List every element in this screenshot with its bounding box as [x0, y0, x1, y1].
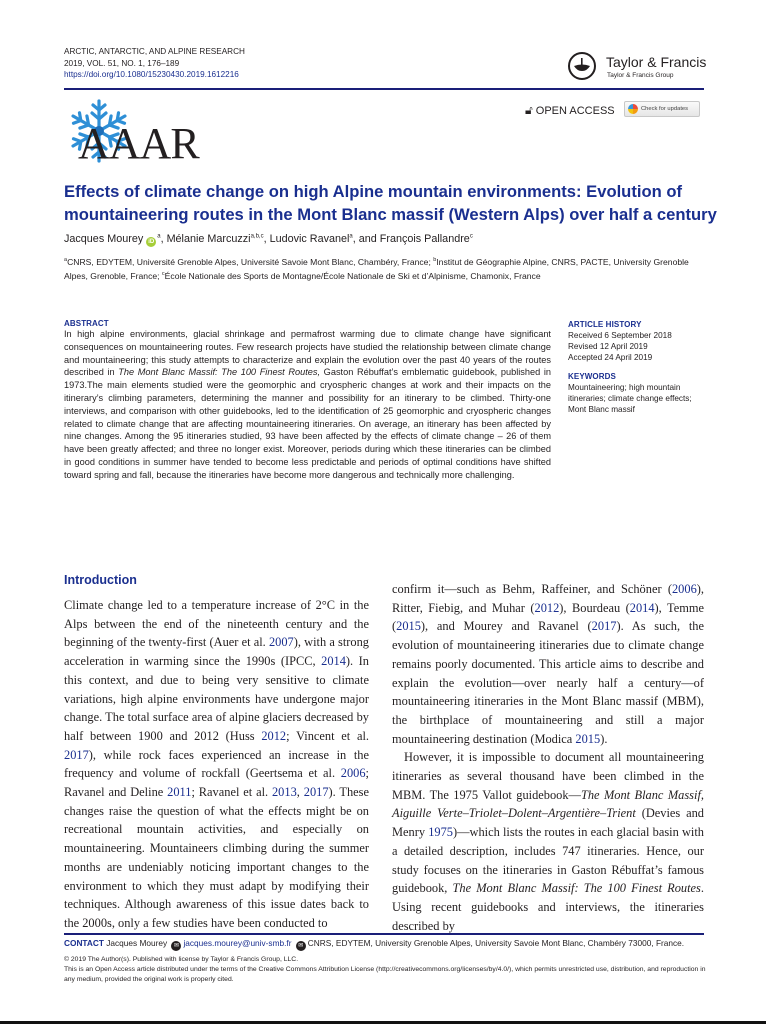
paragraph	[64, 596, 369, 933]
citation-link[interactable]: 2006	[340, 766, 366, 781]
article-info-sidebar	[568, 319, 708, 423]
text: ; Vincent et al.	[286, 728, 369, 743]
paragraph	[392, 748, 704, 935]
affiliation-c: École Nationale des Sports de Montagne/École Nationale de Ski et d’Alpinisme, Chamonix, France	[164, 271, 541, 282]
affil-sup: b	[433, 257, 437, 263]
citation-link[interactable]: 2015	[396, 619, 421, 634]
author-affil-sup: a	[349, 233, 353, 240]
body-column-right	[392, 580, 704, 935]
author-affil-sup: a,b,c	[250, 233, 264, 240]
author-affil-sup: a	[157, 233, 161, 240]
text: ; Ravanel et al.	[191, 785, 272, 800]
abstract-body	[64, 328, 551, 482]
text: )—which lists the routes in each glacial basin with a detailed description, includes 747 itineraries. Hence, our study focuses on the itineraries in Gaston Rébuffat’s famous guidebook,	[392, 825, 704, 896]
author-affil-sup: c	[469, 233, 473, 240]
affil-sup: a	[64, 257, 68, 263]
text: ,	[296, 785, 304, 800]
citation-link[interactable]: 2013	[271, 785, 297, 800]
text: ), and Mourey and Ravanel (	[420, 619, 592, 634]
affil-sup: c	[161, 271, 165, 278]
abstract-label: ABSTRACT	[64, 319, 109, 328]
orcid-icon[interactable]: iD	[148, 239, 155, 245]
text: (Devies and Menry	[392, 806, 704, 840]
paragraph	[392, 580, 704, 748]
license-url-link[interactable]: http://creativecommons.org/licenses/by/4.0/	[378, 966, 510, 973]
text: ), with a strong acceleration in warming since the 1990s (IPCC,	[64, 635, 369, 669]
author-name[interactable]: Jacques Mourey	[64, 233, 144, 245]
journal-name: ARCTIC, ANTARCTIC, AND ALPINE RESEARCH	[64, 47, 245, 56]
open-lock-icon: 🔓︎	[525, 103, 533, 117]
citation-link[interactable]: 2017	[591, 619, 617, 634]
abstract-book-title: The Mont Blanc Massif: The 100 Finest Routes,	[118, 367, 321, 378]
open-access-label: OPEN ACCESS	[535, 104, 615, 117]
keywords-text: Mountaineering; high mountain itineraries; climate change effects; Mont Blanc massif	[568, 383, 692, 414]
citation-link[interactable]: 2014	[629, 600, 655, 615]
introduction-heading: Introduction	[64, 573, 137, 587]
text: However, it is impossible to document all mountaineering itineraries as several thousand have been climbed in the MBM. The 1975 Vallot guidebook—	[392, 750, 704, 802]
text: confirm it—such as Behm, Raffeiner, and Schöner (	[392, 582, 672, 596]
author-list: Jacques Mourey $iD^a$, Mélanie Marcuzzi$^{a,b,c}$, Ludovic Ravanel$^a$, and François Pallandre$^c$	[64, 233, 473, 245]
text: ).	[600, 731, 608, 746]
text: ), Bourdeau (	[559, 600, 630, 615]
text: ), which permits unrestricted use, distribution, and reproduction in any medium, provided the original work is properly cited.	[64, 966, 706, 983]
contact-email-link[interactable]: jacques.mourey@univ-smb.fr	[183, 938, 292, 948]
body-column-left	[64, 596, 369, 933]
keywords	[568, 371, 708, 415]
affiliation-b: Institut de Géographie Alpine, CNRS, PACTE, University Grenoble Alpes, Grenoble, France;	[64, 256, 689, 282]
check-for-updates-label: Check for updates	[641, 106, 689, 112]
text: ). In this context, and due to being very sensitive to climate variations, high alpine environments have undergone major change. The total surface area of alpine glaciers decreased by half between 1900 and 2012 (Huss	[64, 654, 369, 743]
citation-link[interactable]: 2007	[268, 635, 294, 650]
doi-link[interactable]: https://doi.org/10.1080/15230430.2019.1612216	[64, 70, 239, 79]
citation-link[interactable]: 2012	[534, 600, 560, 615]
license-block	[64, 955, 714, 985]
received-date: Received 6 September 2018	[568, 331, 672, 340]
contact-line	[64, 938, 684, 951]
footer-divider	[64, 933, 704, 935]
contact-name: Jacques Mourey	[106, 938, 168, 948]
text: ; Ravanel and Deline	[64, 766, 369, 800]
article-history	[568, 319, 708, 363]
text: ). As such, the evolution of mountaineering itineraries due to climate change remains poorly documented. This article aims to describe and explain the evolution—over nearly half a century—of mountaineering itineraries in the Mont Blanc massif (MBM), the birthplace of mountaineering and still a major mountaineering destination (Modica	[392, 619, 704, 746]
citation-link[interactable]: 2017	[64, 747, 89, 762]
abstract-text: In high alpine environments, glacial shrinkage and permafrost warming due to climate change have significant consequences on mountaineering routes. Few research projects have studied the relationship between climate change and mountaineering; this study attempts to characterize and explain the evolution over the past 40 years of the routes described in	[64, 329, 551, 378]
keywords-label: KEYWORDS	[568, 372, 616, 381]
affiliations	[64, 254, 712, 283]
abstract-text: Gaston Rébuffat’s emblematic guidebook, published in 1973.The main elements studied were the geomorphic and cryospheric changes at work and their impacts on the itinerary’s climbing parameters, determining the manner and possibility for an itinerary to be climbed. Thirty-one interviews, and comparison with other guidebooks, led to the identification of 25 geomorphic and cryospheric changes related to climate change that are affecting mountaineering itineraries. On average, an itinerary has been affected by nine changes. Among the 95 itineraries studied, 93 have been affected by the effects of climate change – 26 of them have been greatly affected; and three no longer exist. Moreover, periods during which these itineraries can be climbed in good conditions in summer have tended to become less predictable and periods of optimal conditions have shifted toward spring and fall, because the itineraries have become more dangerous and technically more challenging.	[64, 367, 552, 480]
publisher-logo	[566, 50, 706, 86]
text: Climate change led to a temperature increase of 2°C in the Alps between the end of the nineteenth century and the beginning of the twenty-first (Auer et al.	[64, 598, 369, 650]
text: This is an Open Access article distributed under the terms of the Creative Commons Attribution License (	[64, 966, 379, 973]
contact-label: CONTACT	[64, 938, 104, 948]
citation-link[interactable]: 2011	[167, 785, 192, 800]
contact-address: CNRS, EDYTEM, University Grenoble Alpes, University Savoie Mont Blanc, Chambéry 73000, France.	[307, 938, 685, 948]
check-for-updates-button[interactable]	[624, 101, 700, 117]
text: ), while rock faces experienced an increase in the frequency and volume of rockfall (Geertsema et al.	[64, 747, 369, 781]
text: ), Temme (	[392, 600, 704, 634]
journal-logo	[64, 98, 204, 168]
license-text	[64, 965, 714, 985]
crossmark-icon	[628, 104, 638, 114]
revised-date: Revised 12 April 2019	[568, 342, 648, 351]
citation-link[interactable]: 1975	[428, 825, 453, 840]
author-name[interactable]: Mélanie Marcuzzi	[166, 233, 251, 245]
affiliation-a: CNRS, EDYTEM, Université Grenoble Alpes, Université Savoie Mont Blanc, Chambéry, France;	[67, 256, 434, 267]
author-name[interactable]: François Pallandre	[379, 233, 470, 245]
citation-link[interactable]: 2015	[575, 731, 601, 746]
address-icon: ✉	[296, 941, 306, 951]
journal-meta	[64, 46, 245, 81]
book-title: The Mont Blanc Massif: The 100 Finest Routes	[452, 881, 701, 896]
aaar-wordmark: AAAR	[78, 119, 199, 168]
open-access-badge	[525, 103, 615, 118]
author-name[interactable]: Ludovic Ravanel	[269, 233, 350, 245]
citation-link[interactable]: 2014	[321, 654, 346, 669]
abstract-section	[64, 319, 551, 482]
citation-link[interactable]: 2017	[303, 785, 329, 800]
accepted-date: Accepted 24 April 2019	[568, 353, 653, 362]
journal-volume: 2019, VOL. 51, NO. 1, 176–189	[64, 58, 180, 68]
book-title: The Mont Blanc Massif, Aiguille Verte–Triolet–Dolent–Argentière–Trient	[392, 787, 704, 821]
header-divider	[64, 88, 704, 90]
copyright: © 2019 The Author(s). Published with license by Taylor & Francis Group, LLC.	[64, 956, 299, 963]
email-icon: ✉	[171, 941, 181, 951]
citation-link[interactable]: 2006	[671, 582, 697, 596]
text: . Using recent guidebooks and interviews, the itineraries described by	[392, 881, 704, 933]
article-title: Effects of climate change on high Alpine mountain environments: Evolution of mountaineering routes in the Mont Blanc massif (Western Alps) over half a century	[64, 182, 717, 224]
citation-link[interactable]: 2012	[261, 728, 287, 743]
text: ), Ritter, Fiebig, and Muhar (	[392, 582, 704, 615]
publisher-group: Taylor & Francis Group	[607, 72, 674, 79]
publisher-name: Taylor & Francis	[606, 54, 707, 70]
text: ). These changes raise the question of what the effects might be on recreational mountain activities, and especially on mountaineering. Mountaineers climbing during the summer months are undeniably noticing important changes to the environment to which they must adapt by modifying their techniques. Although awareness of this issue dates back to the 2000s, only a few studies have been conducted to	[64, 785, 369, 930]
article-history-label: ARTICLE HISTORY	[568, 320, 642, 329]
lamp-icon	[568, 52, 596, 80]
